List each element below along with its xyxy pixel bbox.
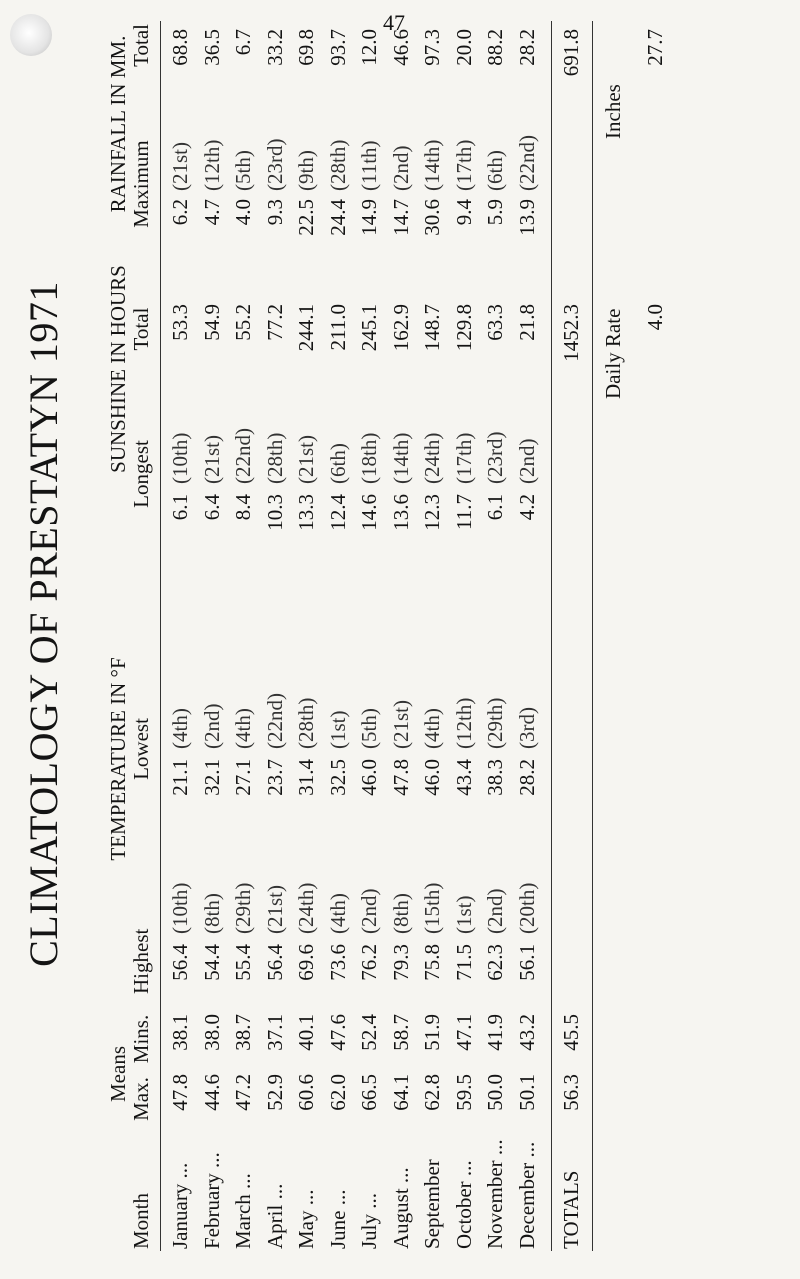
col-sun-longest	[165, 494, 543, 544]
cell-low: 31.4	[294, 759, 318, 796]
list-item: October ...	[451, 1160, 476, 1249]
inches-label: Inches	[601, 84, 625, 139]
cell-sun-total: 244.1	[294, 304, 318, 352]
cell-rain-total: 69.8	[294, 29, 318, 66]
cell-sun-day: (17th)	[451, 432, 476, 484]
list-item: November ...	[483, 1139, 507, 1249]
inches-value: 27.7	[643, 29, 667, 66]
cell-high: 55.4	[231, 944, 255, 981]
cell-sun-long: 14.6	[357, 494, 381, 531]
cell-rain-max: 30.6	[420, 199, 444, 236]
cell-low-day: (2nd)	[199, 703, 224, 749]
cell-max: 44.6	[199, 1074, 224, 1111]
list-item: February ...	[199, 1152, 224, 1249]
col-highest	[165, 944, 543, 994]
cell-low-day: (1st)	[325, 710, 350, 749]
cell-sun-total: 54.9	[199, 304, 224, 341]
cell-rain-total: 93.7	[325, 29, 350, 66]
cell-high-day: (21st)	[262, 885, 287, 934]
cell-sun-day: (6th)	[325, 443, 350, 484]
cell-low: 38.3	[483, 759, 507, 796]
cell-max: 50.0	[483, 1074, 507, 1111]
cell-sun-day: (21st)	[199, 435, 224, 484]
cell-high-day: (15th)	[420, 882, 444, 934]
cell-high: 75.8	[420, 944, 444, 981]
list-item: August ...	[388, 1167, 413, 1249]
col-rain-max	[165, 199, 543, 249]
cell-rain-day: (5th)	[231, 150, 255, 191]
cell-sun-long: 4.2	[514, 494, 539, 521]
cell-rain-day: (11th)	[357, 140, 381, 191]
cell-sun-day: (18th)	[357, 432, 381, 484]
cell-rain-day: (9th)	[294, 150, 318, 191]
cell-high: 56.4	[262, 944, 287, 981]
cell-min: 52.4	[357, 1014, 381, 1051]
cell-high: 62.3	[483, 944, 507, 981]
page-title: CLIMATOLOGY OF PRESTATYN 1971	[21, 281, 66, 967]
totals-label: TOTALS	[559, 1170, 583, 1249]
cell-rain-max: 14.9	[357, 199, 381, 236]
header-month: Month	[129, 1192, 153, 1249]
cell-min: 38.0	[199, 1014, 224, 1051]
col-sun-day	[165, 399, 543, 484]
cell-low: 21.1	[168, 759, 192, 796]
cell-low-day: (4th)	[231, 708, 255, 749]
cell-high-day: (4th)	[325, 893, 350, 934]
cell-sun-long: 13.3	[294, 494, 318, 531]
cell-sun-long: 6.1	[168, 494, 192, 521]
cell-min: 47.6	[325, 1014, 350, 1051]
cell-max: 60.6	[294, 1074, 318, 1111]
cell-high-day: (8th)	[388, 893, 413, 934]
cell-rain-total: 97.3	[420, 29, 444, 66]
cell-sun-total: 148.7	[420, 304, 444, 352]
header-temperature: TEMPERATURE IN °F	[106, 657, 130, 861]
cell-sun-day: (21st)	[294, 435, 318, 484]
cell-sun-long: 10.3	[262, 494, 287, 531]
cell-low: 43.4	[451, 759, 476, 796]
cell-max: 66.5	[357, 1074, 381, 1111]
cell-high-day: (20th)	[514, 882, 539, 934]
cell-high: 71.5	[451, 944, 476, 981]
cell-low: 46.0	[357, 759, 381, 796]
col-highest-day	[165, 854, 543, 934]
cell-low: 32.1	[199, 759, 224, 796]
cell-low-day: (29th)	[483, 697, 507, 749]
cell-sun-long: 6.1	[483, 494, 507, 521]
header-max: Max.	[129, 1077, 153, 1121]
cell-rain-max: 24.4	[325, 199, 350, 236]
header-sun-total: Total	[129, 307, 153, 351]
cell-sun-day: (14th)	[388, 432, 413, 484]
header-rainfall: RAINFALL IN MM.	[106, 35, 130, 213]
cell-min: 47.1	[451, 1014, 476, 1051]
totals-rule	[551, 21, 552, 1251]
list-item: July ...	[357, 1192, 381, 1249]
cell-high-day: (8th)	[199, 893, 224, 934]
cell-rain-max: 14.7	[388, 199, 413, 236]
footer-rule	[592, 21, 593, 1251]
cell-max: 47.2	[231, 1074, 255, 1111]
cell-high-day: (2nd)	[357, 888, 381, 934]
cell-sun-total: 53.3	[168, 304, 192, 341]
cell-rain-total: 36.5	[199, 29, 224, 66]
cell-high-day: (24th)	[294, 882, 318, 934]
cell-sun-long: 12.3	[420, 494, 444, 531]
col-max	[165, 1074, 543, 1129]
totals-max: 56.3	[559, 1074, 583, 1111]
cell-sun-day: (23rd)	[483, 431, 507, 484]
cell-low: 28.2	[514, 759, 539, 796]
header-highest: Highest	[129, 928, 153, 994]
cell-min: 41.9	[483, 1014, 507, 1051]
cell-low-day: (28th)	[294, 697, 318, 749]
totals-min: 45.5	[559, 1014, 583, 1051]
cell-low: 32.5	[325, 759, 350, 796]
cell-high: 56.1	[514, 944, 539, 981]
cell-sun-long: 11.7	[451, 494, 476, 530]
list-item: April ...	[262, 1183, 287, 1249]
cell-sun-day: (2nd)	[514, 438, 539, 484]
cell-high: 73.6	[325, 944, 350, 981]
col-rain-day	[165, 106, 543, 191]
daily-rate-value: 4.0	[643, 304, 667, 331]
cell-rain-max: 22.5	[294, 199, 318, 236]
cell-rain-total: 88.2	[483, 29, 507, 66]
cell-low: 47.8	[388, 759, 413, 796]
cell-sun-total: 77.2	[262, 304, 287, 341]
cell-sun-long: 8.4	[231, 494, 255, 521]
cell-rain-max: 4.0	[231, 199, 255, 226]
cell-rain-total: 33.2	[262, 29, 287, 66]
cell-high-day: (10th)	[168, 882, 192, 934]
daily-rate-label: Daily Rate	[601, 308, 625, 399]
cell-sun-total: 211.0	[325, 304, 350, 351]
header-sunshine: SUNSHINE IN HOURS	[106, 265, 130, 473]
cell-min: 38.7	[231, 1014, 255, 1051]
list-item: January ...	[168, 1162, 192, 1249]
cell-rain-total: 68.8	[168, 29, 192, 66]
cell-rain-max: 13.9	[514, 199, 539, 236]
cell-rain-total: 12.0	[357, 29, 381, 66]
cell-rain-max: 9.3	[262, 199, 287, 226]
list-item: March ...	[231, 1173, 255, 1249]
cell-low-day: (21st)	[388, 700, 413, 749]
cell-min: 51.9	[420, 1014, 444, 1051]
col-min	[165, 1014, 543, 1069]
cell-sun-total: 21.8	[514, 304, 539, 341]
cell-max: 47.8	[168, 1074, 192, 1111]
cell-rain-day: (2nd)	[388, 145, 413, 191]
col-lowest-day	[165, 669, 543, 749]
col-month	[165, 1134, 543, 1249]
cell-max: 62.0	[325, 1074, 350, 1111]
cell-sun-total: 162.9	[388, 304, 413, 352]
col-lowest	[165, 759, 543, 809]
cell-high: 54.4	[199, 944, 224, 981]
list-item: September	[420, 1159, 444, 1249]
cell-low: 23.7	[262, 759, 287, 796]
cell-rain-max: 6.2	[168, 199, 192, 226]
cell-high: 56.4	[168, 944, 192, 981]
col-rain-total	[165, 29, 543, 99]
list-item: December ...	[514, 1141, 539, 1249]
cell-low: 46.0	[420, 759, 444, 796]
cell-rain-total: 20.0	[451, 29, 476, 66]
header-lowest: Lowest	[129, 718, 153, 780]
header-rule	[160, 21, 161, 1251]
cell-sun-day: (10th)	[168, 432, 192, 484]
cell-max: 62.8	[420, 1074, 444, 1111]
cell-rain-day: (21st)	[168, 142, 192, 191]
cell-max: 59.5	[451, 1074, 476, 1111]
cell-low-day: (22nd)	[262, 693, 287, 749]
cell-high: 79.3	[388, 944, 413, 981]
cell-min: 37.1	[262, 1014, 287, 1051]
cell-low: 27.1	[231, 759, 255, 796]
cell-rain-day: (28th)	[325, 139, 350, 191]
cell-low-day: (3rd)	[514, 707, 539, 749]
cell-rain-day: (23rd)	[262, 138, 287, 191]
totals-rain: 691.8	[559, 29, 583, 77]
header-means: Means	[106, 1046, 130, 1102]
cell-rain-max: 9.4	[451, 199, 476, 226]
header-rain-total: Total	[129, 24, 153, 67]
col-sun-total	[165, 304, 543, 379]
cell-sun-long: 12.4	[325, 494, 350, 531]
cell-high: 69.6	[294, 944, 318, 981]
cell-sun-total: 63.3	[483, 304, 507, 341]
cell-min: 43.2	[514, 1014, 539, 1051]
cell-min: 58.7	[388, 1014, 413, 1051]
header-mins: Mins.	[129, 1014, 153, 1064]
list-item: June ...	[325, 1189, 350, 1249]
cell-sun-long: 6.4	[199, 494, 224, 521]
cell-rain-day: (17th)	[451, 139, 476, 191]
cell-rain-max: 4.7	[199, 199, 224, 226]
cell-high-day: (29th)	[231, 882, 255, 934]
cell-high-day: (2nd)	[483, 888, 507, 934]
cell-rain-max: 5.9	[483, 199, 507, 226]
cell-sun-total: 245.1	[357, 304, 381, 352]
cell-max: 64.1	[388, 1074, 413, 1111]
cell-rain-day: (14th)	[420, 139, 444, 191]
cell-low-day: (5th)	[357, 708, 381, 749]
cell-max: 52.9	[262, 1074, 287, 1111]
cell-rain-day: (12th)	[199, 139, 224, 191]
cell-low-day: (12th)	[451, 697, 476, 749]
totals-sun: 1452.3	[559, 304, 583, 362]
cell-sun-day: (28th)	[262, 432, 287, 484]
cell-rain-total: 28.2	[514, 29, 539, 66]
page-number: 47	[383, 10, 405, 35]
list-item: May ...	[294, 1189, 318, 1249]
cell-high-day: (1st)	[451, 895, 476, 934]
cell-sun-day: (24th)	[420, 432, 444, 484]
cell-rain-day: (22nd)	[514, 135, 539, 191]
header-maximum: Maximum	[129, 140, 153, 228]
cell-rain-total: 46.6	[388, 29, 413, 66]
cell-sun-long: 13.6	[388, 494, 413, 531]
cell-high: 76.2	[357, 944, 381, 981]
header-longest: Longest	[129, 440, 153, 508]
cell-min: 38.1	[168, 1014, 192, 1051]
cell-rain-day: (6th)	[483, 150, 507, 191]
cell-max: 50.1	[514, 1074, 539, 1111]
cell-min: 40.1	[294, 1014, 318, 1051]
cell-sun-total: 55.2	[231, 304, 255, 341]
cell-rain-total: 6.7	[231, 29, 255, 56]
cell-sun-total: 129.8	[451, 304, 476, 352]
cell-low-day: (4th)	[168, 708, 192, 749]
cell-low-day: (4th)	[420, 708, 444, 749]
cell-sun-day: (22nd)	[231, 428, 255, 484]
